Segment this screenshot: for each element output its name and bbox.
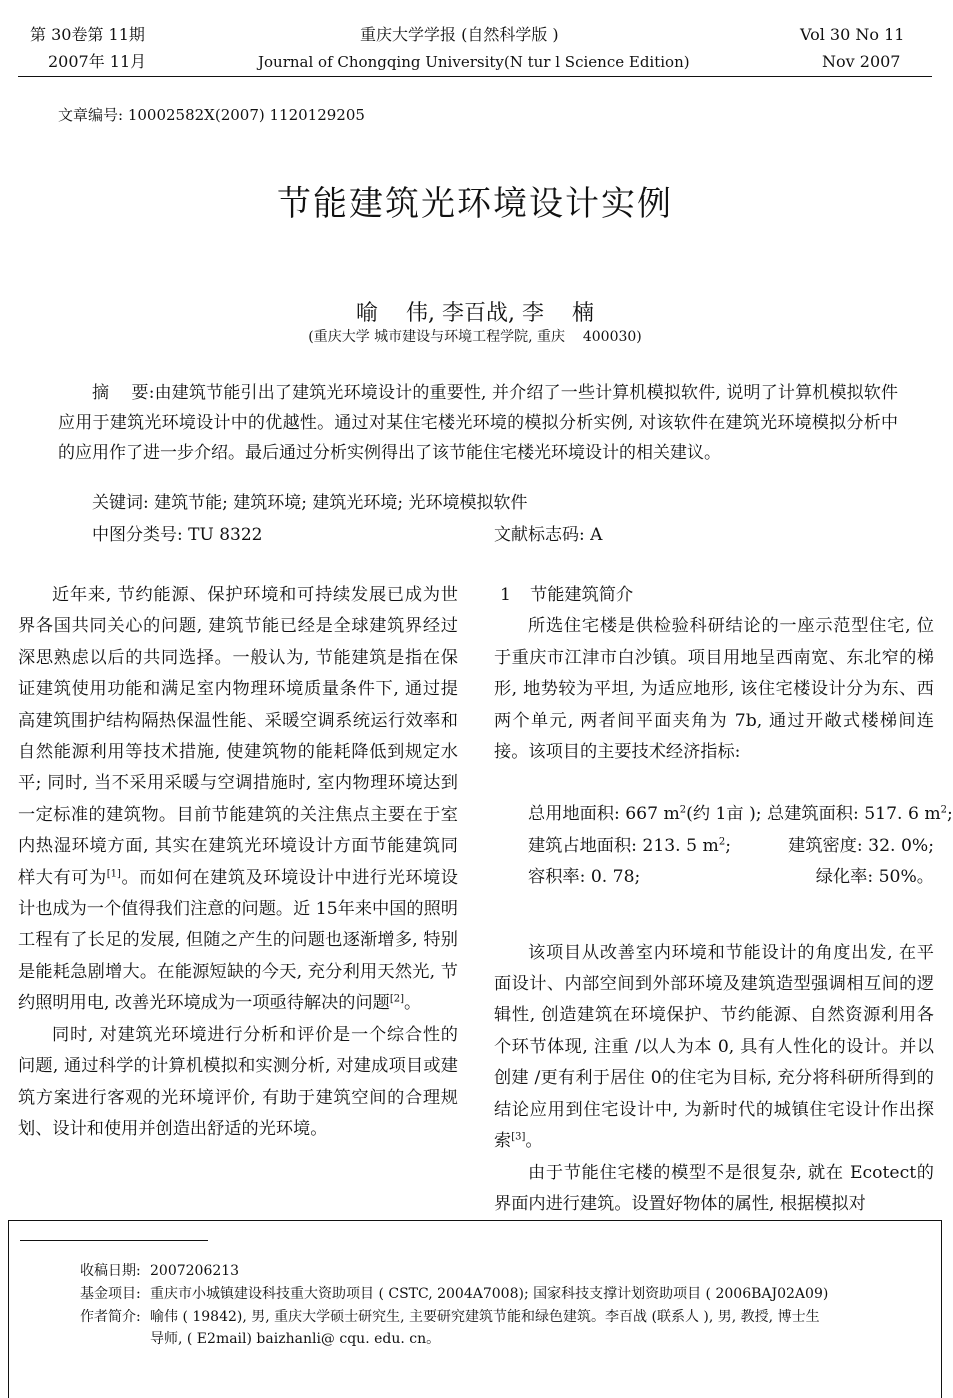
right-column: [494, 580, 953, 1220]
article-number: 文章编号: 10002582X(2007) 1120129205: [58, 106, 365, 124]
header-journal-en: Journal of Chongqing University(N tur l Science Edition): [258, 53, 690, 71]
funding: 基金项目: 重庆市小城镇建设科技重大资助项目 ( CSTC, 2004A7008); 国家科技支撑计划资助项目 ( 2006BAJ02A09): [80, 1286, 829, 1302]
keywords: 关键词: 建筑节能; 建筑环境; 建筑光环境; 光环境模拟软件: [92, 493, 528, 513]
left-column: [18, 580, 458, 1145]
index-far: 容积率: 0. 78;: [528, 867, 641, 888]
citation-1: [1]: [106, 867, 121, 879]
author-bio: 作者简介: 喻伟 ( 19842), 男, 重庆大学硕士研究生, 主要研究建筑节能和绿色建筑。李百战 (联系人 ), 男, 教授, 博士生 导师, ( E2mail) baizhanli@ cqu. edu. cn。: [80, 1309, 820, 1347]
footnote-rule: [20, 1240, 208, 1241]
spacer: [494, 894, 934, 938]
header-date: 2007年 11月: [48, 52, 147, 71]
section-title: 节能建筑简介: [530, 585, 634, 605]
header-rule: [18, 76, 932, 77]
right-paragraph-2: 该项目从改善室内环境和节能设计的角度出发, 在平面设计、内部空间到外部环境及建筑造型强调相互间的逻辑性, 创造建筑在环境保护、节约能源、自然资源利用各个环节体现, 注重 /以人为本 0, 具有人性化的设计。并以创建 /更有利于居住 0的住宅为目标, 充分将科研所得到的结论应用到住宅设计中, 为新时代的城镇住宅设计作出探索[3]。: [494, 942, 934, 1152]
paper-title: 节能建筑光环境设计实例: [277, 184, 673, 224]
header-volume: 第 30卷第 11期: [30, 25, 145, 44]
abstract: [58, 378, 898, 468]
section-heading: [494, 580, 934, 611]
index-row-2: [494, 831, 934, 862]
citation-2: [2]: [389, 993, 405, 1005]
index-footprint: 建筑占地面积: 213. 5 $m^2$;: [528, 835, 731, 856]
index-row-1: [494, 799, 953, 830]
citation-3: [3]: [511, 1131, 526, 1143]
left-paragraph-2: 同时, 对建筑光环境进行分析和评价是一个综合性的问题, 通过科学的计算机模拟和实测分析, 对建成项目或建筑方案进行客观的光环境评价, 有助于建筑空间的合理规划、设计和使用并创造出舒适的光环境。: [18, 1024, 458, 1139]
index-row-3: [494, 862, 934, 893]
header-vol-en: Vol 30 No 11: [800, 25, 905, 44]
authors: 喻 伟, 李百战, 李 楠: [356, 301, 594, 326]
left-paragraph-1-cont: 。而如何在建筑及环境设计中进行光环境设计也成为一个值得我们注意的问题。近 15年来中国的照明工程有了长足的发展, 但随之产生的问题也逐渐增多, 特别是能耗急剧增大。在能源短缺的今天, 充分利用天然光, 节约照明用电, 改善光环境成为一项亟待解决的问题: [18, 867, 458, 1014]
affiliation: (重庆大学 城市建设与环境工程学院, 重庆 400030): [308, 329, 642, 345]
index-green: 绿化率: 50%。: [815, 867, 934, 888]
spacer: [494, 768, 934, 799]
index-density: 建筑密度: 32. 0%;: [788, 835, 934, 856]
section-number: 1: [500, 585, 511, 605]
classification-number: 中图分类号: TU 8322: [92, 525, 263, 545]
received-date: 收稿日期: 2007206213: [80, 1263, 240, 1279]
header-date-en: Nov 2007: [822, 52, 901, 71]
right-paragraph-3: 由于节能住宅楼的模型不是很复杂, 就在 Ecotect的界面内进行建筑。设置好物体的属性, 根据模拟对: [494, 1162, 934, 1214]
left-paragraph-1: [18, 580, 458, 1020]
abstract-text: 由建筑节能引出了建筑光环境设计的重要性, 并介绍了一些计算机模拟软件, 说明了计算机模拟软件应用于建筑光环境设计中的优越性。通过对某住宅楼光环境的模拟分析实例, 对该软件在建筑光环境模拟分析中的应用作了进一步介绍。最后通过分析实例得出了该节能住宅楼光环境设计的相关建议。: [58, 383, 898, 463]
left-paragraph-1-text: 近年来, 节约能源、保护环境和可持续发展已成为世界各国共同关心的问题, 建筑节能已经是全球建筑界经过深思熟虑以后的共同选择。一般认为, 节能建筑是指在保证建筑使用功能和满足室内物理环境质量条件下, 通过提高建筑围护结构隔热保温性能、采暖空调系统运行效率和自然能源利用等技术措施, 使建筑物的能耗降低到规定水平; 同时, 当不采用采暖与空调措施时, 室内物理环境达到一定标准的建筑物。目前节能建筑的关注焦点主要在于室内热湿环境方面, 其实在建筑光环境设计方面节能建筑同样大有可为: [18, 585, 458, 888]
left-paragraph-1-end: 。: [404, 993, 422, 1014]
abstract-label: 摘 要:: [92, 383, 155, 403]
index-total-land: 总用地面积: 667 $m^2$(约 1亩 ); 总建筑面积: 517. 6 $m^2$;: [528, 804, 953, 825]
header-journal-cn: 重庆大学学报 (自然科学版 ): [360, 25, 559, 44]
document-code: 文献标志码: A: [494, 525, 603, 545]
right-paragraph-1: 所选住宅楼是供检验科研结论的一座示范型住宅, 位于重庆市江津市白沙镇。项目用地呈西南宽、东北窄的梯形, 地势较为平坦, 为适应地形, 该住宅楼设计分为东、西两个单元, 两者间平面夹角为 7b, 通过开敞式楼梯间连接。该项目的主要技术经济指标:: [494, 616, 934, 763]
